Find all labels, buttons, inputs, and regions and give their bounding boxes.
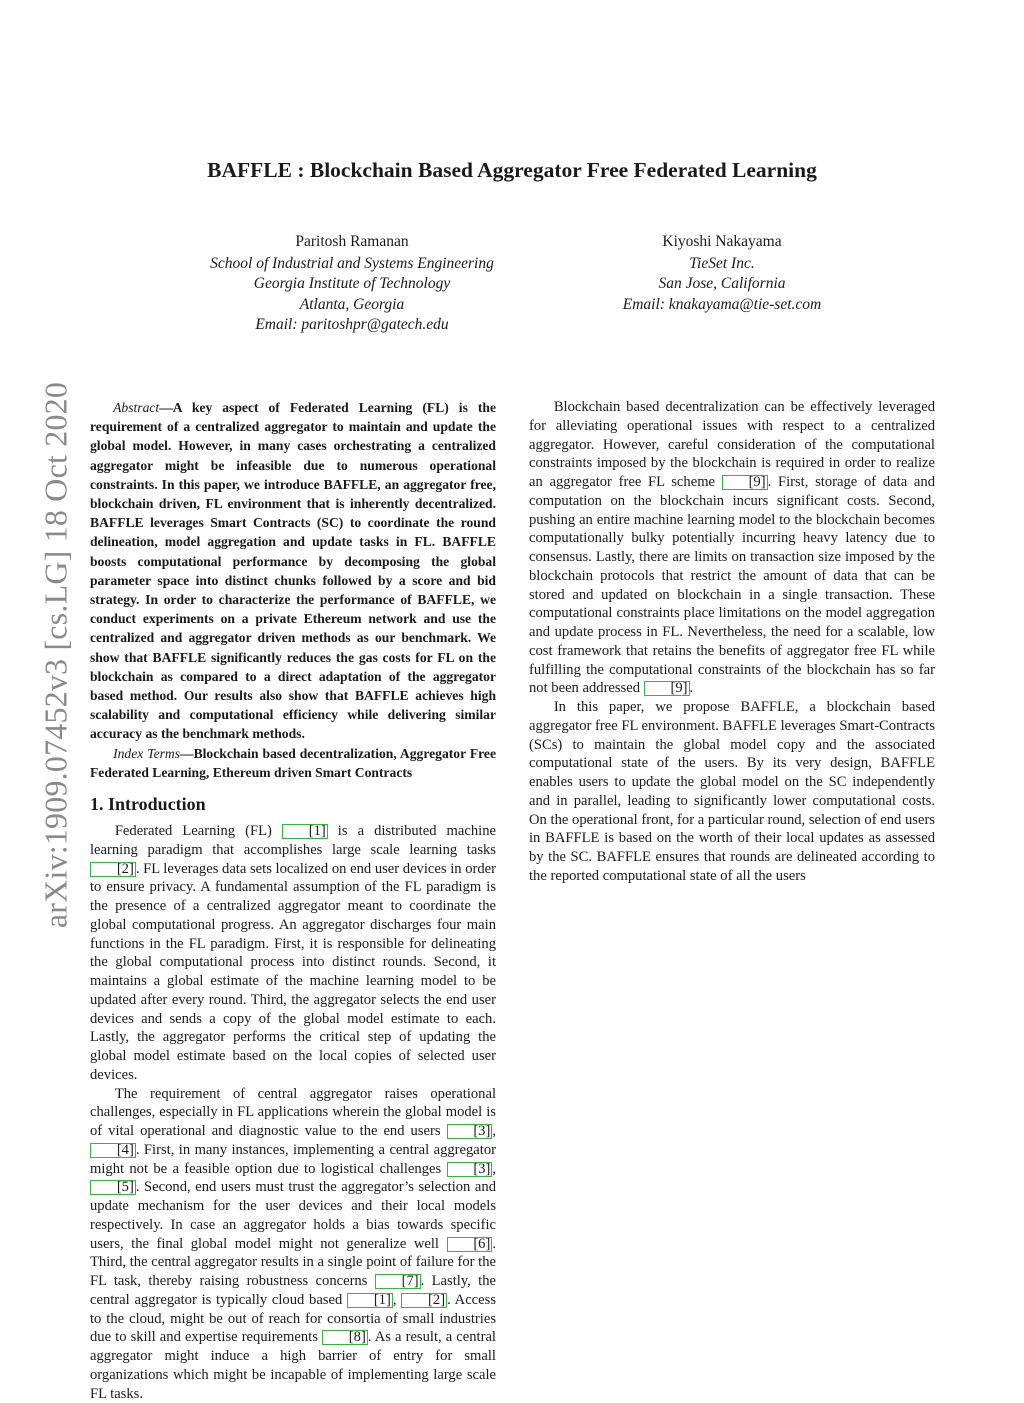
author-affiliation-line: Atlanta, Georgia bbox=[299, 295, 405, 313]
author-email: Email: paritoshpr@gatech.edu bbox=[255, 316, 449, 333]
author-email: Email: knakayama@tie-set.com bbox=[622, 295, 822, 313]
author-block-2 bbox=[610, 232, 834, 315]
index-terms-text: —Blockchain based decentralization, Aggregator Free Federated Learning, Ethereum driven Smart Contracts bbox=[90, 745, 496, 780]
text-run: . Second, end users must trust the aggregator’s selection and update mechanism for the user devices and their local models respectively. In case an aggregator holds a bias towards specific users, the final global model might not generalize well bbox=[90, 1179, 496, 1252]
text-run: , bbox=[392, 1291, 402, 1308]
text-run: . FL leverages data sets localized on end user devices in order to ensure privacy. A fundamental assumption of the FL paradigm is the presence of a centralized aggregator meant to coordinate the global computational progress. An aggregator discharges four main functions in the FL paradigm. First, it is responsible for delineating the global computational process into distinct rounds. Second, it maintains a global estimate of the machine learning model to be updated after every round. Third, the aggregator selects the end user devices and sends a copy of the global model estimate to each. Lastly, the aggregator performs the critical step of updating the global model estimate based on the local copies of selected user devices. bbox=[90, 860, 496, 1083]
intro-paragraph-2 bbox=[90, 1085, 496, 1403]
text-run: , bbox=[492, 1160, 496, 1177]
index-terms bbox=[90, 744, 496, 782]
citation-link[interactable]: [5] bbox=[90, 1180, 136, 1195]
text-run: . As a result, a central aggregator might induce a high barrier of entry for small organizations which might be incapable of implementing large scale FL tasks. bbox=[90, 1329, 496, 1402]
author-block-1 bbox=[190, 232, 514, 336]
text-run: is a distributed machine learning paradigm that accomplishes large scale learning tasks bbox=[90, 823, 496, 858]
citation-link[interactable]: [7] bbox=[375, 1274, 421, 1289]
citation-link[interactable]: [2] bbox=[90, 862, 136, 877]
text-run: . bbox=[689, 680, 694, 697]
author-affiliation-line: TieSet Inc. bbox=[689, 254, 755, 272]
text-run: Blockchain based decentralization can be effectively leveraged for alleviating operational issues with respect to a centralized aggregator. However, careful consideration of the computational constraints imposed by the blockchain is required in order to realize an aggregator free FL scheme bbox=[529, 399, 935, 490]
citation-link[interactable]: [9] bbox=[644, 681, 690, 696]
citation-link[interactable]: [9] bbox=[722, 475, 768, 490]
citation-link[interactable]: [6] bbox=[447, 1237, 493, 1252]
citation-link[interactable]: [8] bbox=[322, 1330, 368, 1345]
intro-paragraph-1 bbox=[90, 822, 496, 1085]
index-terms-label: Index Terms bbox=[113, 745, 180, 761]
citation-link[interactable]: [4] bbox=[90, 1143, 136, 1158]
text-run: . Third, the central aggregator results in a single point of failure for the FL task, thereby raising robustness concerns bbox=[90, 1235, 496, 1290]
text-run: . First, storage of data and computation on the blockchain incurs significant costs. Second, pushing an entire machine learning model to the blockchain becomes computationally bulky potentially incurring heavy latency due to consensus. Lastly, there are limits on transaction size imposed by the blockchain protocols that restrict the amount of data that can be stored and updated on blockchain in a single transaction. These computational constraints place limitations on the model aggregation and update process in FL. Nevertheless, the need for a scalable, low cost framework that retains the benefits of aggregator free FL while fulfilling the computational constraints of the blockchain has so far not been addressed bbox=[529, 474, 935, 697]
citation-link[interactable]: [3] bbox=[447, 1124, 493, 1139]
author-affiliation-line: Georgia Institute of Technology bbox=[253, 275, 451, 292]
section-heading: 1. Introduction bbox=[90, 794, 206, 815]
text-run: . Access to the cloud, might be out of reach for consortia of small industries due to skill and expertise requirements bbox=[90, 1291, 496, 1346]
author-name: Kiyoshi Nakayama bbox=[662, 233, 782, 250]
text-run: . First, in many instances, implementing a central aggregator might not be a feasible option due to logistical challenges bbox=[90, 1141, 496, 1177]
abstract-text: —A key aspect of Federated Learning (FL) is the requirement of a centralized aggregator to maintain and update the global model. However, in many cases orchestrating a centralized aggregator might be infeasible due to numerous operational constraints. In this paper, we introduce BAFFLE, an aggregator free, blockchain driven, FL environment that is inherently decentralized. BAFFLE leverages Smart Contracts (SC) to coordinate the round delineation, model aggregation and update tasks in FL. BAFFLE boosts computational performance by decomposing the global parameter space into distinct chunks followed by a score and bid strategy. In order to characterize the performance of BAFFLE, we conduct experiments on a private Ethereum network and use the centralized and aggregator driven methods as our benchmark. We show that BAFFLE significantly reduces the gas costs for FL on the blockchain as compared to a direct adaptation of the aggregator based method. Our results also show that BAFFLE achieves high scalability and computational efficiency while delivering similar accuracy as the benchmark methods. bbox=[90, 400, 496, 742]
abstract-label: Abstract bbox=[113, 400, 160, 415]
citation-link[interactable]: [2] bbox=[401, 1293, 447, 1308]
intro-paragraph-4: In this paper, we propose BAFFLE, a blockchain based aggregator free FL environment. BAFFLE leverages Smart-Contracts (SCs) to maintain the global model copy and the associated computational state of the users. By its very design, BAFFLE enables users to update the global model on the SC independently and in parallel, leading to significantly lower computational costs. On the operational front, for a particular round, selection of end users in BAFFLE is based on the worth of their local updates as assessed by the SC. BAFFLE ensures that rounds are delineated according to the reported computational state of all the users bbox=[529, 699, 935, 884]
text-run: Federated Learning (FL) bbox=[114, 823, 282, 840]
author-affiliation-line: San Jose, California bbox=[658, 275, 786, 292]
intro-paragraph-3 bbox=[529, 398, 935, 698]
text-run: . Lastly, the central aggregator is typically cloud based bbox=[90, 1273, 497, 1308]
arxiv-identifier-stamp: arXiv:1909.07452v3 [cs.LG] 18 Oct 2020 bbox=[37, 381, 74, 929]
abstract bbox=[90, 398, 496, 744]
text-run: , bbox=[492, 1123, 496, 1140]
author-affiliation-line: School of Industrial and Systems Engineering bbox=[210, 254, 494, 272]
citation-link[interactable]: [3] bbox=[447, 1162, 493, 1177]
right-column bbox=[529, 398, 935, 886]
left-column bbox=[90, 398, 496, 1403]
citation-link[interactable]: [1] bbox=[282, 824, 328, 839]
text-run: The requirement of central aggregator raises operational challenges, especially in FL applications wherein the global model is of vital operational and diagnostic value to the end users bbox=[90, 1085, 496, 1140]
author-name: Paritosh Ramanan bbox=[295, 233, 409, 250]
citation-link[interactable]: [1] bbox=[347, 1293, 393, 1308]
paper-title: BAFFLE : Blockchain Based Aggregator Free Federated Learning bbox=[207, 158, 817, 182]
